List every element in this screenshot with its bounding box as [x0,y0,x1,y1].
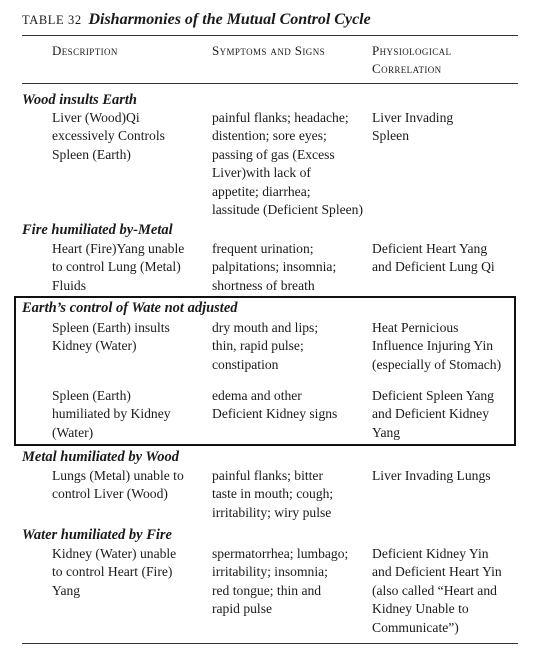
row-description: Liver (Wood)Qi excessively Controls Spleen (Earth) [52,110,165,162]
row-symptoms: frequent urination; palpitations; insomnia; shortness of breath [212,241,337,293]
column-header-symptoms: Symptoms and Signs [212,43,326,58]
row-description: Heart (Fire)Yang unable to control Lung (Metal) Fluids [52,241,185,293]
group-heading-earth-control-of-water: Earth’s control of Wate not adjusted [22,300,238,316]
group-heading-fire-humiliated-by-metal: Fire humiliated by-Metal [22,222,173,238]
row-symptoms: edema and other Deficient Kidney signs [212,388,338,422]
row-description: Spleen (Earth) insults Kidney (Water) [52,320,170,354]
row-physiological: Liver Invading Lungs [372,468,491,483]
row-description: Kidney (Water) unable to control Heart (Fire) Yang [52,546,177,598]
row-symptoms: painful flanks; bitter taste in mouth; cough; irritability; wiry pulse [212,468,334,520]
row-symptoms: dry mouth and lips; thin, rapid pulse; constipation [212,320,319,372]
row-description: Spleen (Earth) humiliated by Kidney (Water) [52,388,171,440]
row-symptoms: painful flanks; headache; distention; sore eyes; passing of gas (Excess Liver)with lack of appetite; diarrhea; lassitude (Deficient Spleen) [212,110,363,218]
column-header-description: Description [52,43,118,58]
column-header-physiological: Physiological Correlation [372,43,452,76]
group-heading-water-humiliated-by-fire: Water humiliated by Fire [22,527,172,543]
row-description: Lungs (Metal) unable to control Liver (Wood) [52,468,184,502]
row-symptoms: spermatorrhea; lumbago; irritability; insomnia; red tongue; thin and rapid pulse [212,546,349,617]
bottom-rule [22,643,518,644]
table-number: TABLE 32 [22,13,82,27]
row-physiological: Deficient Kidney Yin and Deficient Heart Yin (also called “Heart and Kidney Unable to Communicate”) [372,546,502,635]
header-rule [22,83,518,84]
row-physiological: Deficient Heart Yang and Deficient Lung Qi [372,241,495,275]
row-physiological: Liver Invading Spleen [372,110,454,144]
group-heading-wood-insults-earth: Wood insults Earth [22,92,137,108]
table-title [22,11,371,29]
table-name: Disharmonies of the Mutual Control Cycle [88,11,371,28]
top-rule [22,35,518,36]
row-physiological: Heat Pernicious Influence Injuring Yin (especially of Stomach) [372,320,502,372]
row-physiological: Deficient Spleen Yang and Deficient Kidney Yang [372,388,494,440]
group-heading-metal-humiliated-by-wood: Metal humiliated by Wood [22,449,179,465]
